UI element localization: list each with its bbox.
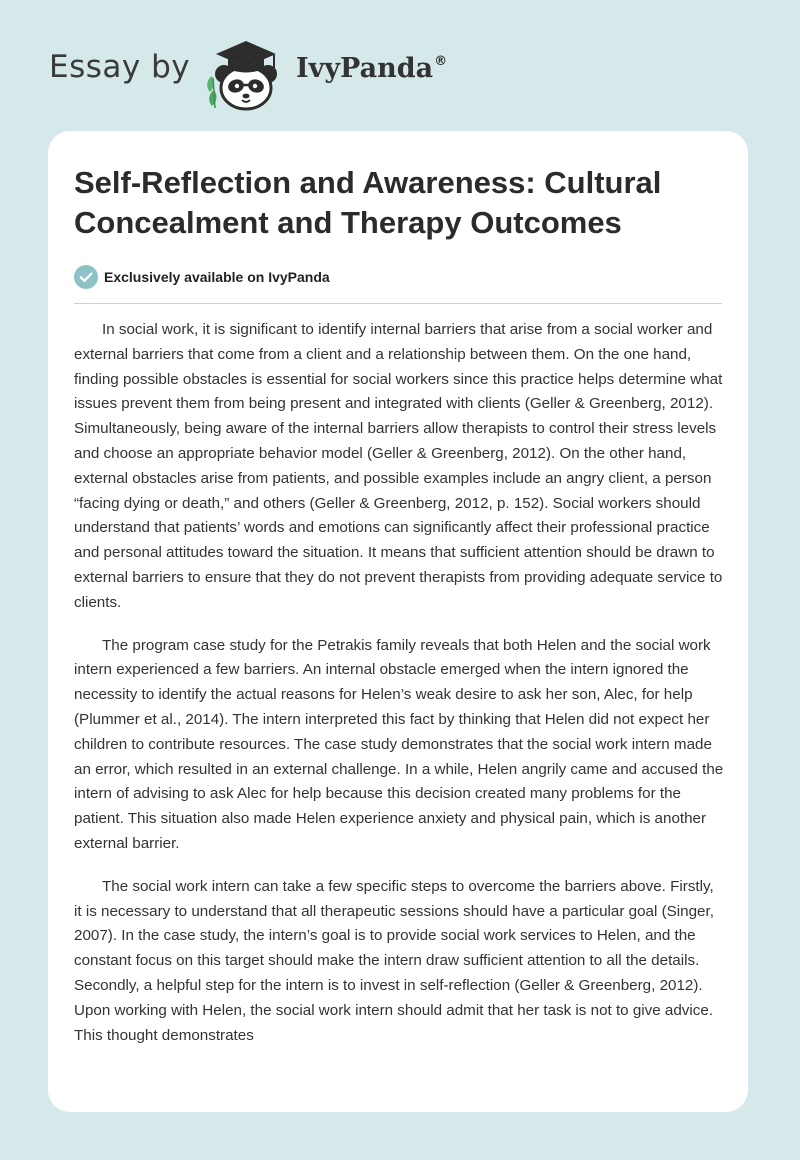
panda-logo-icon[interactable] [200, 32, 292, 112]
exclusive-badge [74, 264, 330, 290]
paragraph: In social work, it is significant to identify internal barriers that arise from a social worker and external barriers that come from a client and a relationship between them. On the one hand, finding possible obstacles is essential for social workers since this practice helps determine what issues prevent them from being present and integrated with clients (Geller & Greenberg, 2012). Simultaneously, being aware of the internal barriers allow therapists to control their stress levels and choose an appropriate behavior model (Geller & Greenberg, 2012). On the other hand, external obstacles arise from patients, and possible examples include an angry client, a person “facing dying or death,” and others (Geller & Greenberg, 2012, p. 152). Social workers should understand that patients’ words and emotions can significantly affect their professional practice and personal attitudes toward the situation. It means that sufficient attention should be drawn to external barriers to ensure that they do not prevent therapists from providing adequate service to clients. [74, 321, 723, 611]
trademark-symbol: ® [434, 54, 448, 69]
site-header [0, 0, 800, 120]
paragraph: The program case study for the Petrakis family reveals that both Helen and the social work intern experienced a few barriers. An internal obstacle emerged when the intern ignored the necessity to identify the actual reasons for Helen’s weak desire to ask her son, Alec, for help (Plummer et al., 2014). The intern interpreted this fact by thinking that Helen did not expect her children to contribute resources. The case study demonstrates that the social work intern made an error, which resulted in an external challenge. In a while, Helen angrily came and accused the intern of advising to ask Alec for help because this decision created many problems for the patient. This situation also made Helen experience anxiety and physical pain, which is another external barrier. [74, 636, 724, 852]
paragraph: The social work intern can take a few specific steps to overcome the barriers above. Firstly, it is necessary to understand that all therapeutic sessions should have a particular goal (Singer, 2007). In the case study, the intern’s goal is to provide social work services to Helen, and the constant focus on this target should make the intern draw sufficient attention to all the details. Secondly, a helpful step for the intern is to invest in self-reflection (Geller & Greenberg, 2012). Upon working with Helen, the social work intern should admit that her task is not to give advice. This thought demonstrates [74, 877, 714, 1044]
divider [74, 303, 722, 304]
brand-name[interactable] [296, 53, 447, 84]
essay-body [74, 318, 724, 1066]
essay-title: Self-Reflection and Awareness: Cultural Concealment and Therapy Outcomes [74, 165, 662, 240]
essay-card [48, 131, 748, 1112]
brand-name-text: IvyPanda [296, 53, 434, 84]
exclusive-label: Exclusively available on IvyPanda [104, 269, 330, 285]
check-circle-icon [74, 265, 98, 289]
essay-by-label: Essay by [49, 49, 191, 85]
